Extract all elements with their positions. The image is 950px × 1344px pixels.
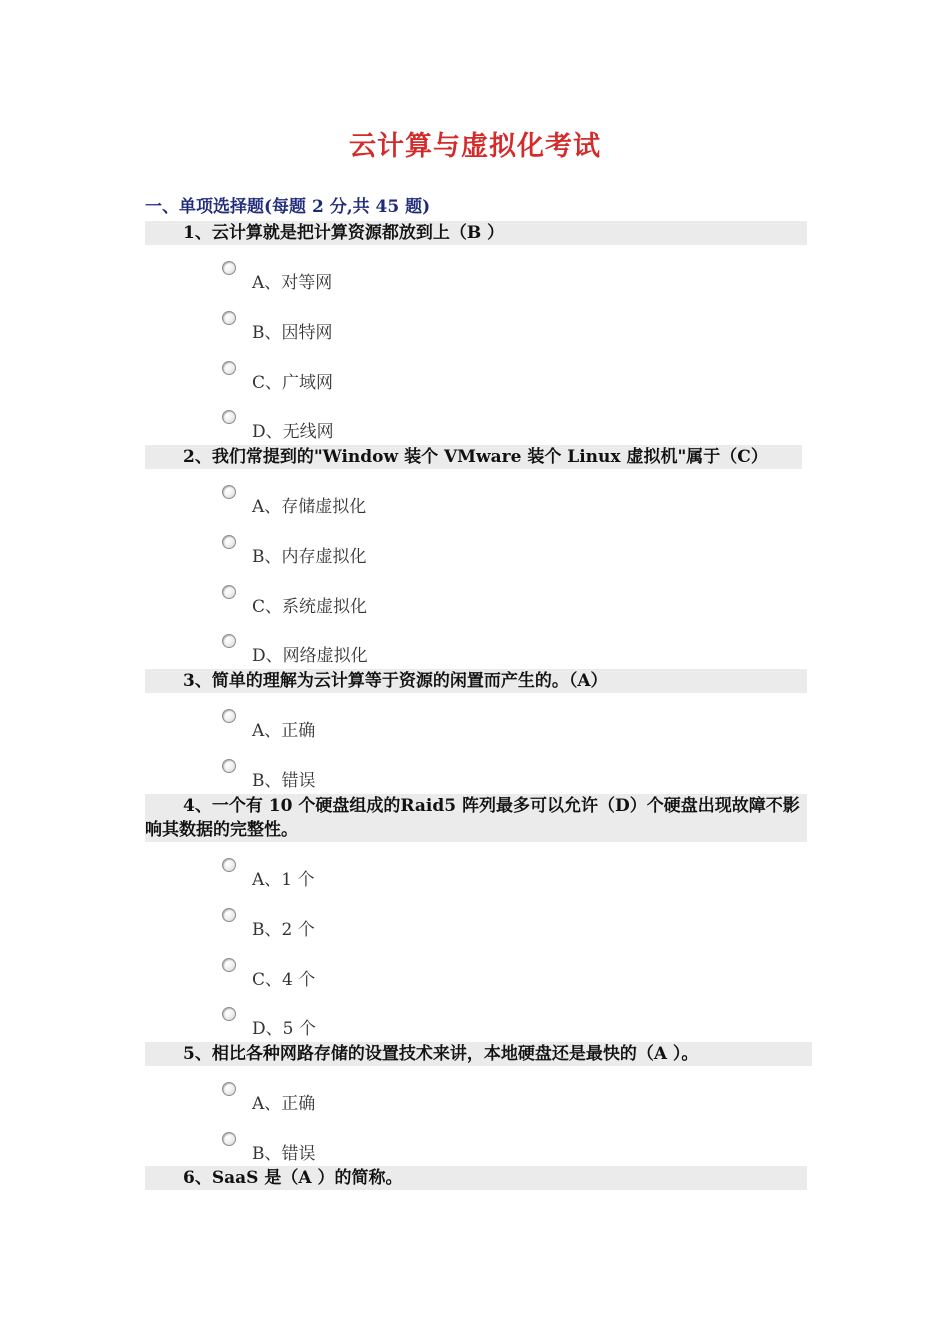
option-label: A、正确 bbox=[252, 721, 316, 741]
option-label: B、内存虚拟化 bbox=[252, 547, 367, 567]
option-label: C、系统虚拟化 bbox=[252, 597, 368, 617]
question-1-option-d[interactable] bbox=[222, 410, 334, 442]
option-label: A、1 个 bbox=[252, 870, 315, 890]
option-label: B、错误 bbox=[252, 771, 316, 791]
option-label: D、网络虚拟化 bbox=[252, 646, 368, 666]
radio-button-icon[interactable] bbox=[222, 908, 236, 922]
question-2-option-a[interactable] bbox=[222, 485, 367, 517]
option-label: D、无线网 bbox=[252, 422, 334, 442]
question-5-option-b[interactable] bbox=[222, 1132, 316, 1164]
option-label: B、因特网 bbox=[252, 323, 333, 343]
radio-button-icon[interactable] bbox=[222, 958, 236, 972]
option-label: A、正确 bbox=[252, 1094, 316, 1114]
question-3: 3、简单的理解为云计算等于资源的闲置而产生的。（A） bbox=[145, 669, 807, 693]
question-3-option-b[interactable] bbox=[222, 759, 316, 791]
radio-button-icon[interactable] bbox=[222, 1082, 236, 1096]
question-4: 4、一个有 10 个硬盘组成的Raid5 阵列最多可以允许（D）个硬盘出现故障不影响其数据的完整性。 bbox=[145, 794, 807, 842]
question-4-option-d[interactable] bbox=[222, 1007, 316, 1039]
option-label: C、广域网 bbox=[252, 373, 334, 393]
radio-button-icon[interactable] bbox=[222, 585, 236, 599]
option-label: A、对等网 bbox=[252, 273, 333, 293]
question-4-option-a[interactable] bbox=[222, 858, 315, 890]
question-1-option-c[interactable] bbox=[222, 361, 334, 393]
radio-button-icon[interactable] bbox=[222, 759, 236, 773]
question-5-option-a[interactable] bbox=[222, 1082, 316, 1114]
question-6: 6、SaaS 是（A ）的简称。 bbox=[145, 1166, 807, 1190]
question-2-option-c[interactable] bbox=[222, 585, 368, 617]
question-2: 2、我们常提到的"Window 装个 VMware 装个 Linux 虚拟机"属于（C） bbox=[145, 445, 802, 469]
option-label: B、2 个 bbox=[252, 920, 315, 940]
radio-button-icon[interactable] bbox=[222, 485, 236, 499]
page-title: 云计算与虚拟化考试 bbox=[349, 131, 601, 162]
radio-button-icon[interactable] bbox=[222, 1007, 236, 1021]
radio-button-icon[interactable] bbox=[222, 311, 236, 325]
radio-button-icon[interactable] bbox=[222, 410, 236, 424]
question-2-option-b[interactable] bbox=[222, 535, 367, 567]
radio-button-icon[interactable] bbox=[222, 261, 236, 275]
option-label: D、5 个 bbox=[252, 1019, 316, 1039]
question-1-option-a[interactable] bbox=[222, 261, 333, 293]
radio-button-icon[interactable] bbox=[222, 858, 236, 872]
radio-button-icon[interactable] bbox=[222, 1132, 236, 1146]
option-label: A、存储虚拟化 bbox=[252, 497, 367, 517]
question-3-option-a[interactable] bbox=[222, 709, 316, 741]
radio-button-icon[interactable] bbox=[222, 535, 236, 549]
question-2-option-d[interactable] bbox=[222, 634, 368, 666]
radio-button-icon[interactable] bbox=[222, 361, 236, 375]
radio-button-icon[interactable] bbox=[222, 709, 236, 723]
option-label: C、4 个 bbox=[252, 970, 316, 990]
question-1-option-b[interactable] bbox=[222, 311, 333, 343]
question-5: 5、相比各种网路存储的设置技术来讲，本地硬盘还是最快的（A ）。 bbox=[145, 1042, 812, 1066]
section-heading: 一、单项选择题(每题 2 分,共 45 题) bbox=[145, 197, 431, 217]
radio-button-icon[interactable] bbox=[222, 634, 236, 648]
question-1: 1、云计算就是把计算资源都放到上（B ） bbox=[145, 221, 807, 245]
question-4-option-b[interactable] bbox=[222, 908, 315, 940]
question-4-option-c[interactable] bbox=[222, 958, 316, 990]
option-label: B、错误 bbox=[252, 1144, 316, 1164]
